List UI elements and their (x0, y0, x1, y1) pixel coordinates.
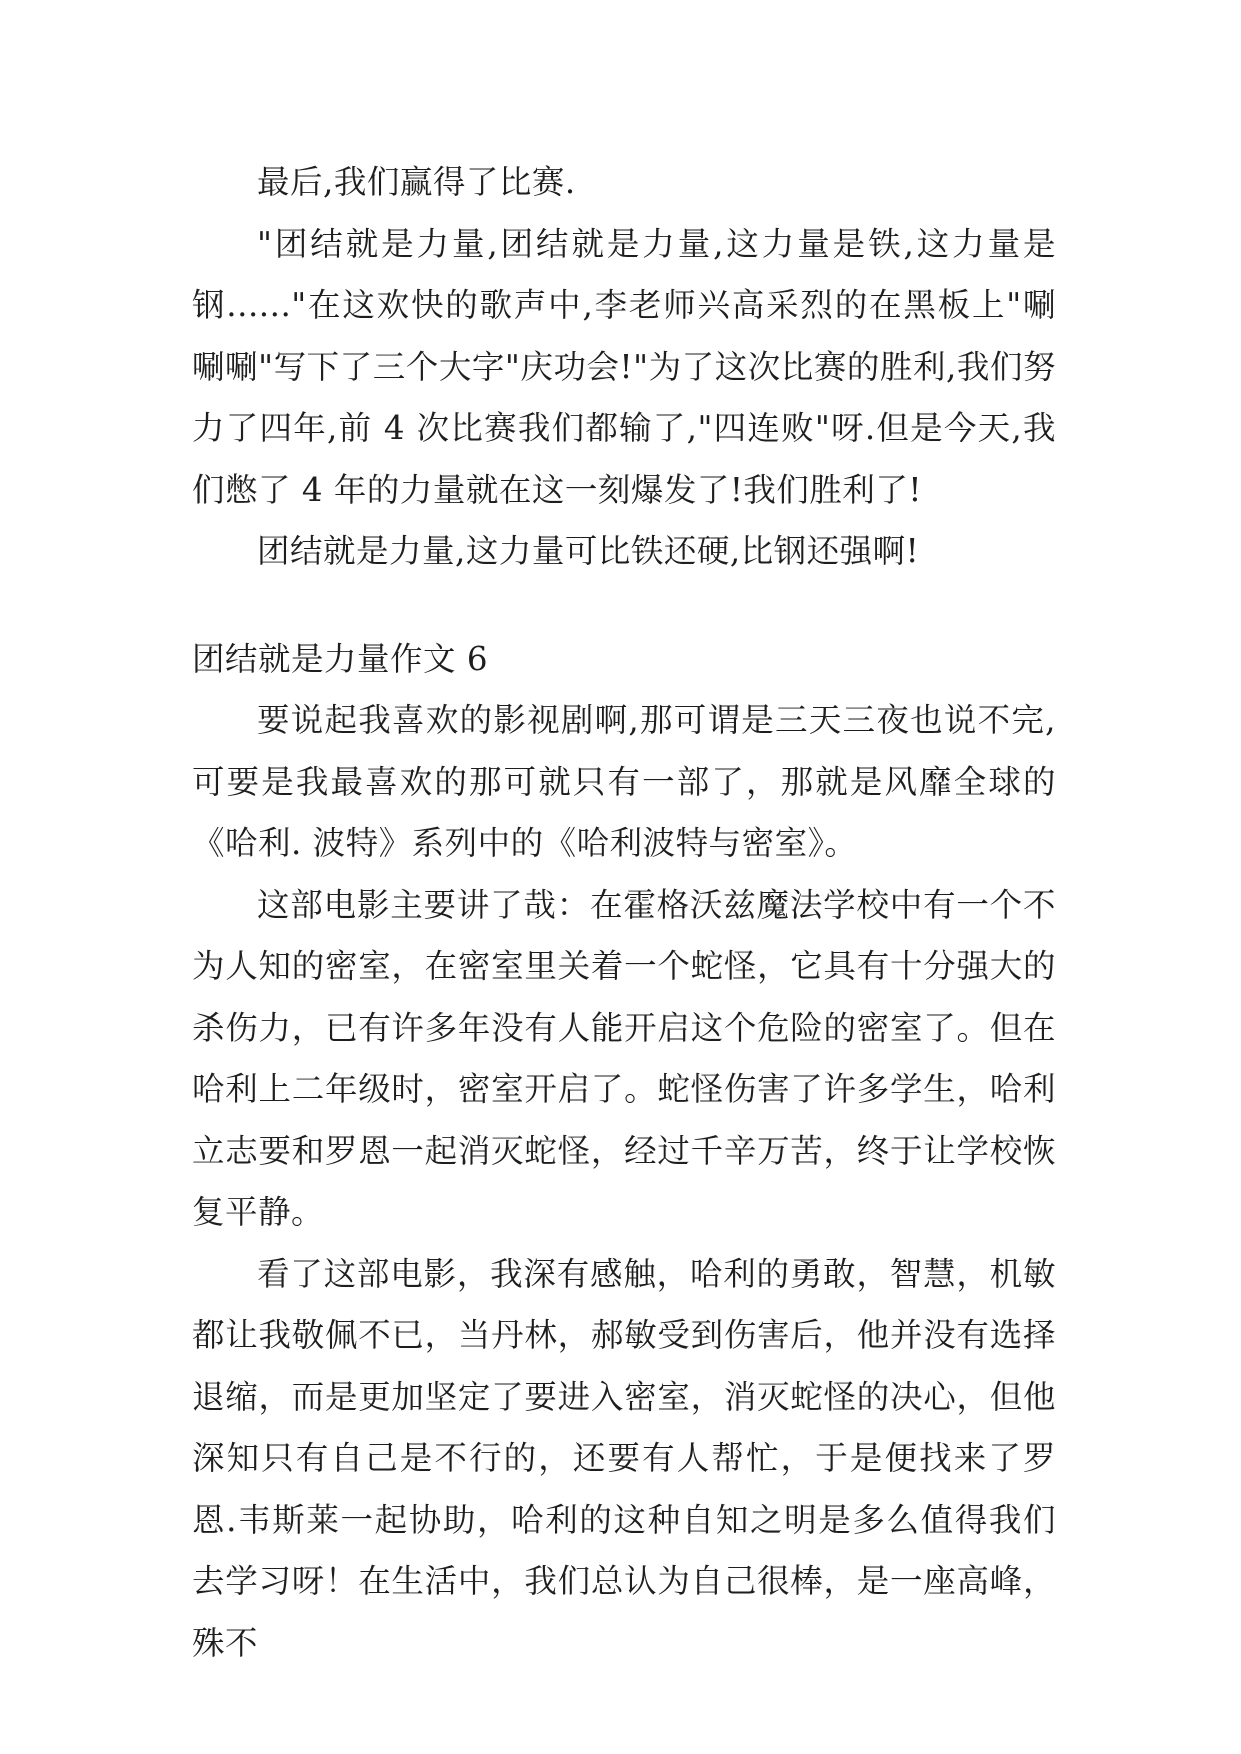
paragraph-celebration: "团结就是力量,团结就是力量,这力量是铁,这力量是钢......"在这欢快的歌声中,李老师兴高采烈的在黑板上"唰唰唰"写下了三个大字"庆功会!"为了这次比赛的胜利,我们努力了四年,前 4 次比赛我们都输了,"四连败"呀.但是今天,我们憋了 4 年的力量就在这一刻爆发了!我们胜利了! (192, 224, 1056, 509)
paragraph-favorite-movie: 要说起我喜欢的影视剧啊,那可谓是三天三夜也说不完,可要是我最喜欢的那可就只有一部了，那就是风靡全球的《哈利. 波特》系列中的《哈利波特与密室》。 (192, 701, 1056, 862)
paragraph-unity-conclusion: 团结就是力量,这力量可比铁还硬,比钢还强啊! (257, 532, 920, 570)
section-title: 团结就是力量作文 6 (192, 639, 489, 678)
paragraph-reflection: 看了这部电影，我深有感触，哈利的勇敢，智慧，机敏都让我敬佩不已，当丹林，郝敏受到伤害后，他并没有选择退缩，而是更加坚定了要进入密室，消灭蛇怪的决心，但他深知只有自己是不行的，还要有人帮忙，于是便找来了罗恩.韦斯莱一起协助，哈利的这种自知之明是多么值得我们去学习呀！在生活中，我们总认为自己很棒，是一座高峰，殊不 (192, 1254, 1056, 1662)
document-page (192, 152, 1056, 1674)
paragraph-victory: 最后,我们赢得了比赛. (257, 163, 576, 201)
paragraph-movie-plot: 这部电影主要讲了哉：在霍格沃兹魔法学校中有一个不为人知的密室，在密室里关着一个蛇怪，它具有十分强大的杀伤力，已有许多年没有人能开启这个危险的密室了。但在哈利上二年级时，密室开启了。蛇怪伤害了许多学生，哈利立志要和罗恩一起消灭蛇怪，经过千辛万苦，终于让学校恢复平静。 (192, 885, 1056, 1231)
